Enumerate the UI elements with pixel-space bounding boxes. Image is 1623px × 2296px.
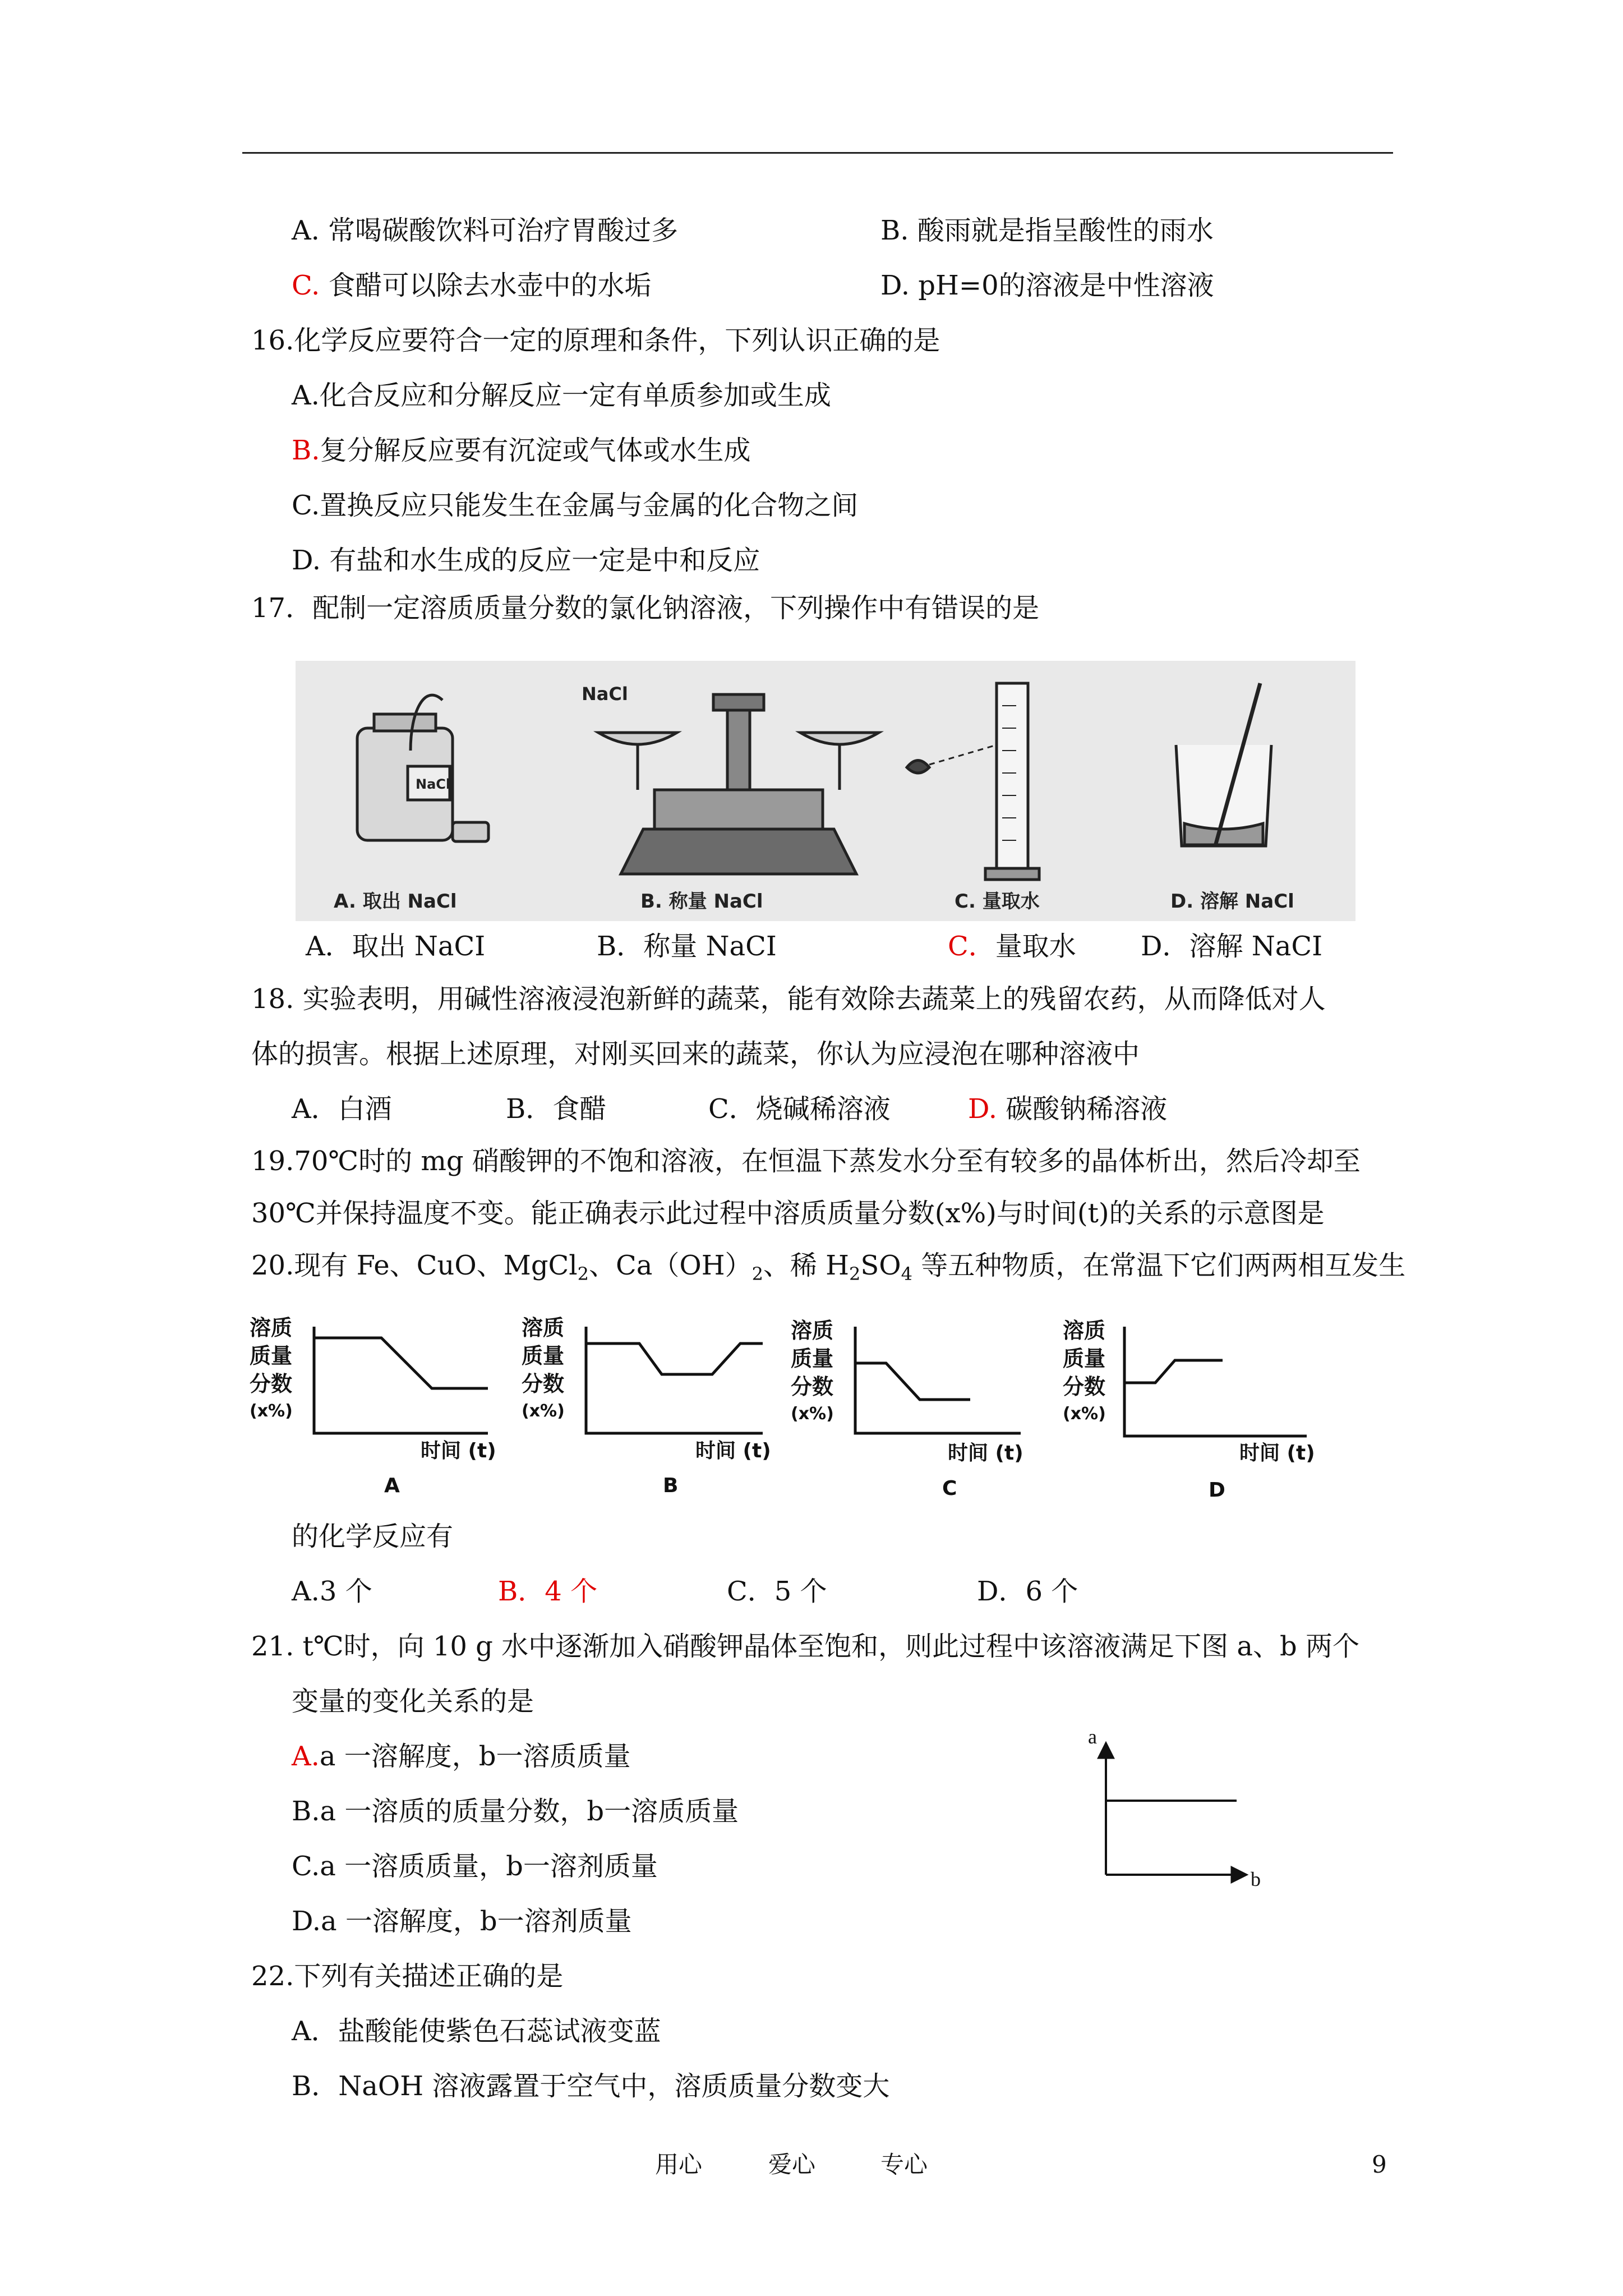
graph-a-ylabel [250, 1315, 293, 1421]
q17-option-b: B．称量 NaCI [597, 931, 777, 962]
svg-text:溶质: 溶质 [1063, 1318, 1106, 1343]
svg-text:(x%): (x%) [250, 1401, 293, 1421]
q19-line-1: 19.70℃时的 mg 硝酸钾的不饱和溶液，在恒温下蒸发水分至有较多的晶体析出，然后冷却至 [251, 1145, 1361, 1177]
answer-mark: D. [968, 1093, 998, 1125]
q20-stem-part: 20.现有 Fe、CuO、MgCl [251, 1250, 578, 1281]
q16-stem: 16.化学反应要符合一定的原理和条件，下列认识正确的是 [251, 325, 940, 356]
svg-text:分数: 分数 [522, 1372, 565, 1396]
subscript: 2 [849, 1263, 861, 1285]
graph-b-xlabel: 时间 (t) [695, 1439, 771, 1462]
q19-graphs [247, 1313, 1380, 1503]
q20-option-c: C．5 个 [727, 1576, 827, 1607]
svg-text:质量: 质量 [250, 1343, 293, 1368]
graph-c [855, 1327, 1021, 1433]
q20-stem-part: 、Ca（OH） [589, 1250, 752, 1281]
graph-b-ylabel [522, 1315, 565, 1421]
q19-line-2: 30℃并保持温度不变。能正确表示此过程中溶质质量分数(x%)与时间(t)的关系的示意图是 [251, 1198, 1325, 1229]
q21-option-d: D.a 一溶解度，b一溶剂质量 [292, 1906, 632, 1937]
q21-graph [1077, 1722, 1279, 1890]
q20-stem-part: SO [860, 1250, 901, 1281]
graph-c-name: C [942, 1477, 957, 1500]
graph-d-ylabel [1063, 1318, 1106, 1424]
q17-option-a: A．取出 NaCI [306, 931, 486, 962]
graph-d-xlabel: 时间 (t) [1239, 1442, 1315, 1465]
q18-option-c: C．烧碱稀溶液 [708, 1093, 891, 1125]
answer-mark: A. [292, 1741, 320, 1772]
subscript: 2 [577, 1263, 589, 1285]
q16-option-b [292, 434, 751, 467]
q16-option-c: C.置换反应只能发生在金属与金属的化合物之间 [292, 490, 859, 521]
q15-option-d: D. pH=0的溶液是中性溶液 [880, 270, 1214, 301]
svg-text:质量: 质量 [791, 1346, 834, 1371]
graph-a-xlabel: 时间 (t) [421, 1439, 496, 1462]
q18-option-a: A．白酒 [292, 1093, 392, 1125]
answer-mark: B. [292, 435, 320, 466]
q15-option-b: B. 酸雨就是指呈酸性的雨水 [880, 215, 1214, 246]
svg-text:分数: 分数 [250, 1372, 293, 1396]
graph-d-name: D [1209, 1479, 1225, 1502]
page-number: 9 [1372, 2151, 1387, 2178]
jar-label: NaCl [416, 776, 451, 792]
q15-option-a: A. 常喝碳酸饮料可治疗胃酸过多 [292, 215, 679, 246]
header-rule [242, 152, 1393, 154]
graph-a [314, 1327, 488, 1433]
graph-a-name: A [384, 1474, 400, 1497]
q18-stem-line-1: 18. 实验表明，用碱性溶液浸泡新鲜的蔬菜，能有效除去蔬菜上的残留农药，从而降低对人 [251, 983, 1326, 1015]
q21-option-a [292, 1740, 631, 1773]
q21-stem-line-2: 变量的变化关系的是 [292, 1686, 534, 1717]
q21-option-b: B.a 一溶质的质量分数，b一溶质质量 [292, 1796, 739, 1827]
footer-motto-1: 用心 [655, 2151, 703, 2178]
figure-label-b: B. 称量 NaCl [640, 890, 763, 913]
q21-option-a-text: a 一溶解度，b一溶质质量 [319, 1741, 631, 1772]
graph-d [1124, 1327, 1307, 1436]
q22-stem: 22.下列有关描述正确的是 [251, 1961, 564, 1992]
q20-option-b: B．4 个 [498, 1576, 598, 1607]
q15-option-c [292, 269, 652, 302]
svg-text:质量: 质量 [522, 1343, 565, 1368]
graph-c-xlabel: 时间 (t) [948, 1442, 1023, 1465]
q18-option-d [968, 1092, 1167, 1126]
q15-option-c-text: 食醋可以除去水壶中的水垢 [320, 270, 652, 301]
answer-mark: C. [292, 270, 320, 301]
axis-b-label: b [1251, 1868, 1261, 1890]
q20-option-d: D．6 个 [977, 1576, 1078, 1607]
svg-text:(x%): (x%) [1063, 1404, 1106, 1424]
svg-text:溶质: 溶质 [791, 1318, 834, 1343]
balance-nacl-label: NaCl [582, 683, 628, 705]
q20-stem-line-2: 的化学反应有 [292, 1521, 454, 1552]
q22-option-b: B．NaOH 溶液露置于空气中，溶质质量分数变大 [292, 2070, 890, 2102]
svg-text:分数: 分数 [1063, 1374, 1106, 1399]
q20-stem [251, 1249, 1405, 1291]
q20-option-a: A.3 个 [292, 1576, 372, 1607]
q17-stem: 17．配制一定溶质质量分数的氯化钠溶液，下列操作中有错误的是 [251, 592, 1040, 624]
figure-label-d: D. 溶解 NaCl [1170, 890, 1294, 913]
q18-option-d-text: 碳酸钠稀溶液 [997, 1093, 1168, 1125]
axis-a-label: a [1088, 1726, 1097, 1748]
subscript: 4 [901, 1263, 912, 1285]
q16-option-d: D. 有盐和水生成的反应一定是中和反应 [292, 545, 760, 576]
q18-stem-line-2: 体的损害。根据上述原理，对刚买回来的蔬菜，你认为应浸泡在哪种溶液中 [251, 1038, 1140, 1070]
graph-c-ylabel [791, 1318, 834, 1424]
svg-text:分数: 分数 [791, 1374, 834, 1399]
figure-label-a: A. 取出 NaCl [334, 890, 457, 913]
q17-option-c [948, 930, 1076, 963]
q16-option-b-text: 复分解反应要有沉淀或气体或水生成 [320, 435, 751, 466]
q16-option-a: A.化合反应和分解反应一定有单质参加或生成 [292, 380, 831, 411]
q21-stem-line-1: 21. t℃时，向 10 g 水中逐渐加入硝酸钾晶体至饱和，则此过程中该溶液满足下图 a、b 两个 [251, 1631, 1360, 1662]
svg-text:(x%): (x%) [522, 1401, 565, 1421]
answer-mark: C． [948, 931, 995, 962]
svg-text:(x%): (x%) [791, 1404, 834, 1424]
footer-motto-3: 专心 [880, 2151, 928, 2178]
footer-motto-2: 爱心 [768, 2151, 816, 2178]
q17-figure [296, 661, 1355, 921]
subscript: 2 [751, 1263, 763, 1285]
svg-text:溶质: 溶质 [250, 1315, 293, 1340]
q17-option-d: D．溶解 NaCI [1141, 931, 1323, 962]
svg-text:溶质: 溶质 [522, 1315, 565, 1340]
figure-label-c: C. 量取水 [955, 890, 1040, 913]
svg-text:质量: 质量 [1063, 1346, 1106, 1371]
q21-option-c: C.a 一溶质质量，b一溶剂质量 [292, 1851, 658, 1882]
q20-stem-part: 、稀 H [763, 1250, 850, 1281]
q17-option-c-text: 量取水 [995, 931, 1076, 962]
graph-b [586, 1327, 763, 1433]
q18-option-b: B．食醋 [506, 1093, 607, 1125]
graph-b-name: B [663, 1474, 679, 1497]
q22-option-a: A．盐酸能使紫色石蕊试液变蓝 [292, 2016, 661, 2047]
q20-stem-part: 等五种物质，在常温下它们两两相互发生 [912, 1250, 1406, 1281]
